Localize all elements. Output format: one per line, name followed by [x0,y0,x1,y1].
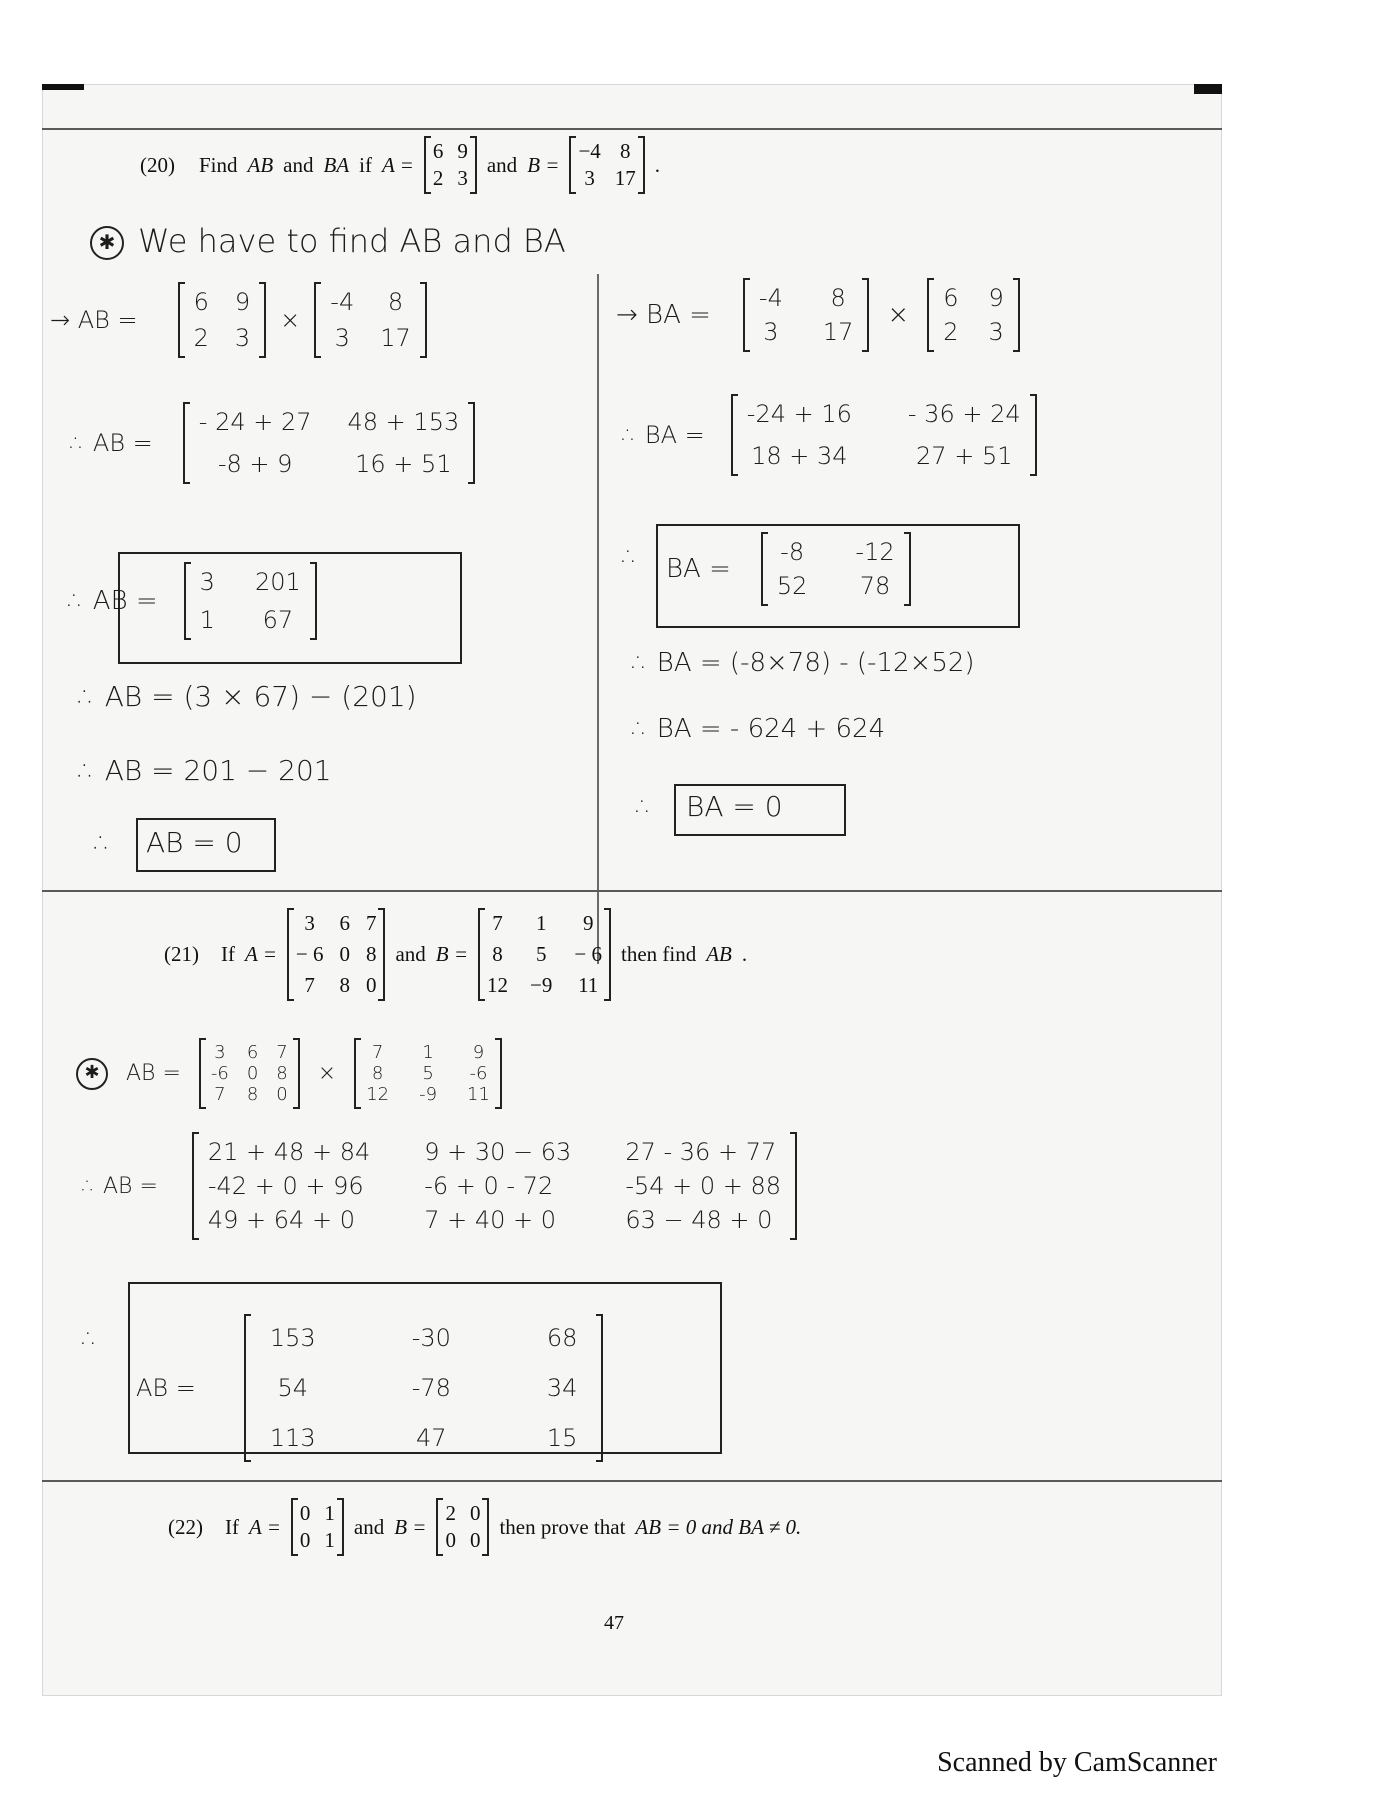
matrix-a [287,910,386,999]
step-label: AB = [136,1374,196,1402]
matrix-cell: 78 [859,572,891,600]
matrix-cell: 6 [246,1042,259,1063]
scanner-watermark: Scanned by CamScanner [937,1747,1217,1778]
matrix-cell: 16 + 51 [355,450,452,478]
question-20 [140,138,660,192]
intro-text: We have to find AB and BA [138,222,566,260]
matrix-cell: 0 [445,1528,456,1552]
asterisk-bullet-icon: ✱ [76,1058,108,1090]
matrix-cell: 21 + 48 + 84 [207,1138,371,1166]
matrix-cell: 0 [299,1528,311,1552]
matrix-cell: 0 [299,1501,311,1525]
matrix-cell: 34 [546,1374,578,1402]
matrix-cell: 3 [334,324,350,352]
handwritten-matrix [743,280,869,350]
page-corner-mark [42,84,84,90]
matrix-cell: 54 [277,1374,309,1402]
matrix-cell: 8 [339,973,350,997]
matrix-cell: -42 + 0 + 96 [207,1172,364,1200]
matrix-cell: -6 + 0 - 72 [424,1172,554,1200]
q21-step-3 [136,1316,603,1460]
matrix-cell: 3 [304,911,315,935]
matrix-cell: 1 [324,1501,335,1525]
matrix-cell: 67 [262,606,294,634]
matrix-cell: 1 [324,1528,335,1552]
question-text: and [353,1514,385,1539]
matrix-cell: 9 [457,139,468,163]
matrix-cell: 8 [387,288,404,316]
step-label: AB = [126,1061,181,1086]
matrix-cell: 63 − 48 + 0 [625,1206,773,1234]
matrix-cell: 5 [422,1063,434,1084]
matrix-cell: − 6 [574,942,602,966]
matrix-cell: -9 [419,1084,438,1105]
matrix-cell: 8 [620,139,631,163]
asterisk-bullet-icon: ✱ [90,226,124,260]
matrix-cell: 201 [254,568,301,596]
ba-step-4: ∴ BA = (-8×78) - (-12×52) [632,648,975,678]
matrix-cell: 2 [943,318,959,346]
question-text: and [283,152,314,177]
handwritten-matrix [178,284,267,356]
scanned-page [42,84,1222,1696]
matrix-cell: 7 [214,1084,226,1105]
matrix-cell: 1 [199,606,215,634]
matrix-cell: 9 + 30 − 63 [424,1138,572,1166]
matrix-cell: 0 [469,1528,481,1552]
matrix-cell: -6 [210,1063,229,1084]
question-text: then find [620,942,697,966]
question-text: AB [706,942,732,966]
question-text: AB [247,152,274,177]
handwritten-matrix [731,396,1037,474]
matrix-cell: 7 [492,911,503,935]
matrix-cell: 15 [546,1424,578,1452]
question-text: Find [199,152,238,177]
matrix-a [291,1500,344,1554]
matrix-b [569,138,644,192]
handwritten-matrix [927,280,1020,350]
ab-answer: AB = 0 [146,826,243,859]
matrix-cell: 113 [269,1424,316,1452]
matrix-cell: 27 + 51 [916,442,1013,470]
matrix-cell: 2 [193,324,209,352]
ab-step-5: ∴ AB = 201 − 201 [78,754,332,787]
matrix-cell: 68 [546,1324,578,1352]
therefore-sign: ∴ [94,826,112,859]
matrix-cell: 18 + 34 [751,442,848,470]
ab-step-4: ∴ AB = (3 × 67) − (201) [78,680,417,713]
matrix-cell: 6 [943,284,959,312]
question-text: then prove that [499,1514,626,1539]
matrix-cell: 52 [776,572,808,600]
matrix-label: A = [249,1514,281,1539]
ba-step-3 [666,534,911,604]
times-sign: × [887,300,910,330]
ab-step-2 [70,404,475,482]
matrix-cell: 7 [365,911,377,935]
ba-step-5: ∴ BA = - 624 + 624 [632,714,886,744]
matrix-cell: 7 [304,973,315,997]
matrix-cell: 0 [246,1063,259,1084]
question-number: (21) [164,942,199,966]
ba-step-2 [622,396,1037,474]
step-label: → BA = [616,300,711,330]
step-label: BA = [666,554,731,584]
matrix-cell: 3 [199,568,215,596]
matrix-cell: -8 + 9 [217,450,293,478]
matrix-cell: 8 [246,1084,259,1105]
matrix-cell: - 24 + 27 [198,408,312,436]
matrix-cell: -4 [330,288,355,316]
matrix-cell: 2 [445,1501,456,1525]
matrix-cell: 27 - 36 + 77 [625,1138,777,1166]
matrix-cell: -54 + 0 + 88 [625,1172,782,1200]
matrix-a [424,138,477,192]
matrix-cell: 3 [988,318,1004,346]
matrix-cell: 1 [535,911,547,935]
step-label: ∴ BA = [622,421,705,449]
matrix-cell: 8 [492,942,503,966]
matrix-cell: -30 [411,1324,451,1352]
question-number: (20) [140,152,175,177]
matrix-cell: 11 [578,973,599,997]
question-21 [164,910,747,999]
matrix-cell: 3 [457,166,468,190]
matrix-cell: 11 [467,1084,490,1105]
matrix-cell: 8 [276,1063,288,1084]
page-number: 47 [604,1612,624,1634]
section-rule [42,1480,1222,1482]
matrix-cell: −9 [530,973,553,997]
matrix-cell: 49 + 64 + 0 [207,1206,355,1234]
question-text: if [359,152,372,177]
matrix-b [436,1500,489,1554]
matrix-cell: -78 [411,1374,451,1402]
matrix-cell: 3 [214,1042,226,1063]
matrix-cell: 153 [269,1324,316,1352]
matrix-cell: 17 [822,318,854,346]
matrix-cell: 12 [487,973,509,997]
matrix-cell: 47 [416,1424,447,1452]
handwritten-matrix [354,1040,502,1107]
matrix-cell: 7 [371,1042,384,1063]
matrix-cell: 0 [339,942,350,966]
matrix-cell: -8 [780,538,805,566]
matrix-cell: 0 [469,1501,481,1525]
question-22 [168,1500,801,1554]
handwritten-matrix [192,1134,797,1238]
matrix-cell: 9 [988,284,1004,312]
matrix-cell: 17 [614,166,636,190]
page-corner-mark [1194,84,1222,94]
step-label: → AB = [50,306,138,334]
matrix-cell: −4 [578,139,601,163]
matrix-cell: 8 [830,284,846,312]
matrix-label: B = [527,152,560,177]
matrix-label: A = [245,942,277,966]
times-sign: × [280,306,301,334]
question-text: and [395,942,426,966]
matrix-cell: 6 [432,139,444,163]
question-text: . [654,152,661,177]
matrix-cell: 0 [276,1084,288,1105]
q21-step-1 [76,1040,502,1107]
matrix-cell: − 6 [295,942,324,966]
matrix-cell: -6 [469,1063,488,1084]
matrix-cell: 6 [193,288,209,316]
question-text: AB = 0 and BA ≠ 0. [635,1514,802,1539]
matrix-cell: 48 + 153 [347,408,460,436]
matrix-cell: -24 + 16 [746,400,852,428]
step-label: ∴ AB = [82,1173,158,1199]
matrix-cell: -4 [758,284,783,312]
handwritten-matrix [244,1316,604,1460]
matrix-cell: 17 [380,324,411,352]
matrix-cell: 0 [365,973,377,997]
matrix-cell: 8 [365,942,377,966]
times-sign: × [317,1061,337,1086]
matrix-cell: 8 [371,1063,384,1084]
section-rule [42,890,1222,892]
matrix-cell: 2 [432,166,444,190]
matrix-cell: 3 [234,324,251,352]
question-text: BA [323,152,350,177]
question-text: and [486,152,518,177]
therefore-sign: ∴ [636,792,653,822]
top-rule [42,128,1222,130]
matrix-cell: 9 [582,911,594,935]
matrix-cell: 9 [234,288,251,316]
matrix-cell: -12 [855,538,895,566]
ba-answer: BA = 0 [686,790,783,823]
therefore-sign: ∴ [622,542,639,572]
matrix-cell: 1 [422,1042,434,1063]
handwritten-matrix [199,1040,300,1107]
matrix-cell: 3 [584,166,595,190]
step-label: ∴ AB = [70,429,153,457]
matrix-cell: - 36 + 24 [907,400,1021,428]
solution-intro [90,222,566,260]
matrix-label: B = [394,1514,427,1539]
column-divider [597,274,599,964]
handwritten-matrix [183,404,475,482]
handwritten-matrix [314,284,426,356]
question-text: If [225,1514,239,1539]
matrix-cell: 7 + 40 + 0 [424,1206,557,1234]
therefore-sign: ∴ [82,1324,99,1354]
matrix-cell: 7 [276,1042,288,1063]
step-label: ∴ AB = [68,586,158,616]
ab-step-1 [50,284,427,356]
q21-step-2 [82,1134,797,1238]
ba-step-1 [616,280,1020,350]
matrix-label: A = [381,152,414,177]
ab-step-3 [68,564,317,638]
question-text: . [741,942,748,966]
matrix-cell: 5 [535,942,547,966]
question-text: If [221,942,235,966]
matrix-cell: 3 [763,318,779,346]
matrix-cell: 12 [366,1084,390,1105]
question-number: (22) [168,1514,203,1539]
matrix-cell: 6 [339,911,350,935]
handwritten-matrix [761,534,911,604]
matrix-b [478,910,611,999]
handwritten-matrix [184,564,317,638]
matrix-cell: 9 [472,1042,485,1063]
matrix-label: B = [435,942,469,966]
